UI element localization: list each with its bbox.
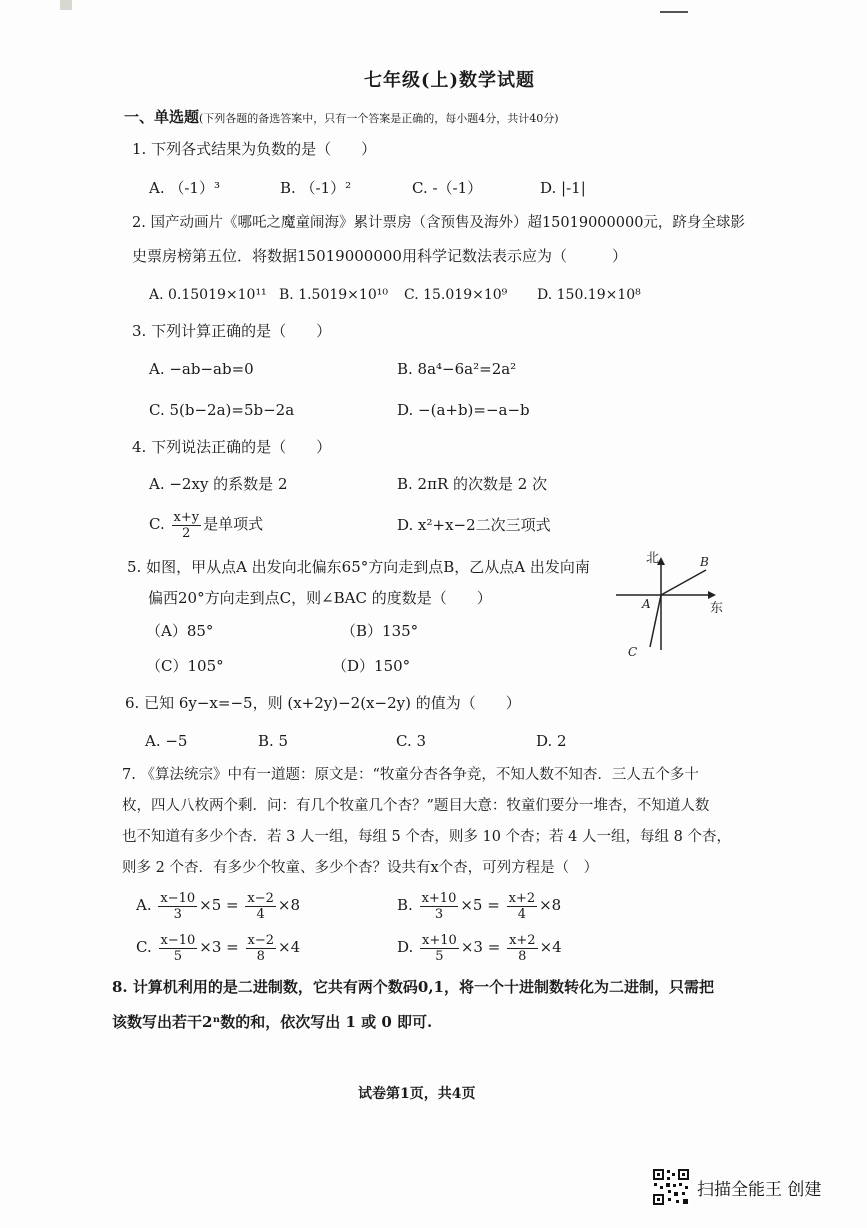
q6-option-b: B. 5: [258, 732, 289, 750]
q8-line1: 8. 计算机利用的是二进制数，它共有两个数码0,1，将一个十进制数转化为二进制，只需把: [112, 978, 714, 996]
q7-a-frac-right: [245, 891, 276, 922]
q7-option-d: [397, 930, 562, 964]
q5-option-b: （B）135°: [341, 622, 419, 640]
q5-option-d: （D）150°: [332, 657, 411, 675]
q7-d-frac-left: [420, 933, 459, 964]
q7-d-den-right: 8: [518, 948, 527, 964]
q7-c-num-right: x−2: [247, 932, 275, 948]
q5-line1: 5. 如图，甲从点A 出发向北偏东65°方向走到点B，乙从点A 出发向南: [127, 558, 590, 576]
q6-option-d: D. 2: [536, 732, 567, 750]
q7-d-num-left: x+10: [422, 932, 457, 948]
q2-option-a: A. 0.15019×10¹¹: [149, 287, 267, 303]
q7-b-num-right: x+2: [508, 890, 536, 906]
q6-option-a: A. −5: [145, 732, 188, 750]
scan-mark: [60, 0, 72, 10]
q7-line3: 也不知道有多少个杏．若 3 人一组，每组 5 个杏，则多 10 个杏；若 4 人一组，每组 8 个杏，: [122, 829, 731, 845]
q4-option-a: A. −2xy 的系数是 2: [149, 475, 288, 493]
east-arrow-icon: [708, 591, 716, 599]
label-east: 东: [710, 601, 724, 616]
ray-ac: [650, 595, 661, 647]
q7-line2: 枚，四人八枚两个剩．问：有几个牧童几个杏？”题目大意：牧童们要分一堆杏，不知道人数: [122, 798, 710, 814]
q7-d-den-left: 5: [435, 948, 444, 964]
q5-option-a: （A）85°: [146, 622, 214, 640]
q4-option-c: [149, 508, 263, 541]
q7-a-mid: ×5 =: [199, 896, 239, 914]
q7-d-num-right: x+2: [509, 932, 536, 948]
q1-option-b: B. （-1）²: [280, 179, 352, 197]
q7-a-frac-left: [158, 891, 197, 922]
q7-c-frac-left: [159, 933, 198, 964]
q7-b-frac-left: [420, 891, 459, 922]
q7-line4: 则多 2 个杏．有多少个牧童、多少个杏？设共有x个杏，可列方程是（ ）: [122, 860, 599, 876]
q2-line2: 史票房榜第五位．将数据15019000000用科学记数法表示应为（ ）: [132, 247, 627, 265]
q7-c-end: ×4: [278, 938, 301, 956]
q4-option-b: B. 2πR 的次数是 2 次: [397, 475, 548, 493]
q7-c-label: C.: [136, 938, 152, 956]
label-point-c: C: [628, 645, 638, 659]
q7-b-mid: ×5 =: [460, 896, 500, 914]
section-title: 一、单选题: [124, 108, 200, 126]
q7-b-label: B.: [397, 896, 413, 914]
q2-option-c: C. 15.019×10⁹: [404, 287, 508, 303]
q3-option-c: C. 5(b−2a)=5b−2a: [149, 401, 295, 419]
q7-a-den-left: 3: [173, 906, 182, 922]
label-point-a: A: [642, 597, 651, 611]
q7-c-frac-right: [246, 933, 277, 964]
q7-c-mid: ×3 =: [199, 938, 239, 956]
q7-d-mid: ×3 =: [460, 938, 501, 956]
q7-b-den-right: 4: [517, 906, 526, 922]
q4-c-denominator: 2: [182, 525, 191, 541]
q4-option-d: D. x²+x−2二次三项式: [397, 516, 551, 534]
q7-b-den-left: 3: [434, 906, 444, 922]
q4-c-numerator: x+y: [173, 509, 200, 525]
qr-code-icon: [652, 1168, 690, 1206]
q7-a-num-right: x−2: [247, 890, 274, 906]
q7-a-end: ×8: [277, 896, 301, 914]
q4-c-text: 是单项式: [203, 515, 264, 533]
q1-option-d: D. |-1|: [540, 179, 586, 197]
q4-stem: 4. 下列说法正确的是（ ）: [132, 438, 332, 456]
q7-a-num-left: x−10: [160, 890, 196, 906]
q5-option-c: （C）105°: [146, 657, 224, 675]
q7-b-frac-right: [507, 891, 538, 922]
label-point-b: B: [700, 555, 709, 569]
page-title: 七年级(上)数学试题: [364, 70, 536, 91]
q7-d-label: D.: [397, 938, 414, 956]
q3-option-a: A. −ab−ab=0: [149, 360, 254, 378]
scan-dash: [660, 11, 688, 13]
section-heading: [124, 108, 559, 128]
q7-option-a: [136, 888, 300, 922]
q7-c-den-left: 5: [173, 948, 183, 964]
q7-c-den-right: 8: [256, 948, 265, 964]
q7-line1: 7. 《算法统宗》中有一道题：原文是：“牧童分杏各争竞，不知人数不知杏．三人五个多十: [122, 767, 699, 783]
q7-d-frac-right: [507, 933, 538, 964]
q2-option-b: B. 1.5019×10¹⁰: [279, 287, 388, 303]
label-north: 北: [646, 551, 660, 566]
q1-stem: 1. 下列各式结果为负数的是（ ）: [132, 140, 377, 158]
scanner-brand-text: 扫描全能王 创建: [697, 1180, 822, 1200]
q4-c-fraction: [172, 510, 202, 541]
q7-a-den-right: 4: [256, 906, 265, 922]
q6-stem: 6. 已知 6y−x=−5，则 (x+2y)−2(x−2y) 的值为（ ）: [125, 694, 521, 712]
q4-c-label: C.: [149, 515, 165, 533]
q3-option-b: B. 8a⁴−6a²=2a²: [397, 360, 517, 378]
q2-line1: 2. 国产动画片《哪吒之魔童闹海》累计票房（含预售及海外）超15019000000元，跻身全球影: [132, 215, 745, 231]
q3-option-d: D. −(a+b)=−a−b: [397, 401, 530, 419]
q5-line2: 偏西20°方向走到点C，则∠BAC 的度数是（ ）: [148, 589, 492, 607]
q7-option-b: [397, 888, 561, 922]
q7-b-end: ×8: [539, 896, 562, 914]
q1-option-a: A. （-1）³: [149, 179, 220, 197]
q8-line2: 该数写出若干2ⁿ数的和，依次写出 1 或 0 即可.: [112, 1013, 433, 1031]
q7-c-num-left: x−10: [160, 932, 196, 948]
q7-a-label: A.: [136, 896, 152, 914]
q7-b-num-left: x+10: [421, 890, 457, 906]
q7-option-c: [136, 930, 300, 964]
page-number: 试卷第1页，共4页: [358, 1086, 476, 1102]
q7-d-end: ×4: [539, 938, 562, 956]
direction-diagram: [612, 550, 742, 662]
q2-option-d: D. 150.19×10⁸: [537, 287, 641, 303]
ray-ab: [661, 570, 706, 595]
section-note: (下列各题的备选答案中，只有一个答案是正确的，每小题4分，共计40分): [199, 112, 559, 125]
q1-option-c: C. -（-1）: [412, 179, 483, 197]
q6-option-c: C. 3: [396, 732, 427, 750]
q3-stem: 3. 下列计算正确的是（ ）: [132, 322, 332, 340]
